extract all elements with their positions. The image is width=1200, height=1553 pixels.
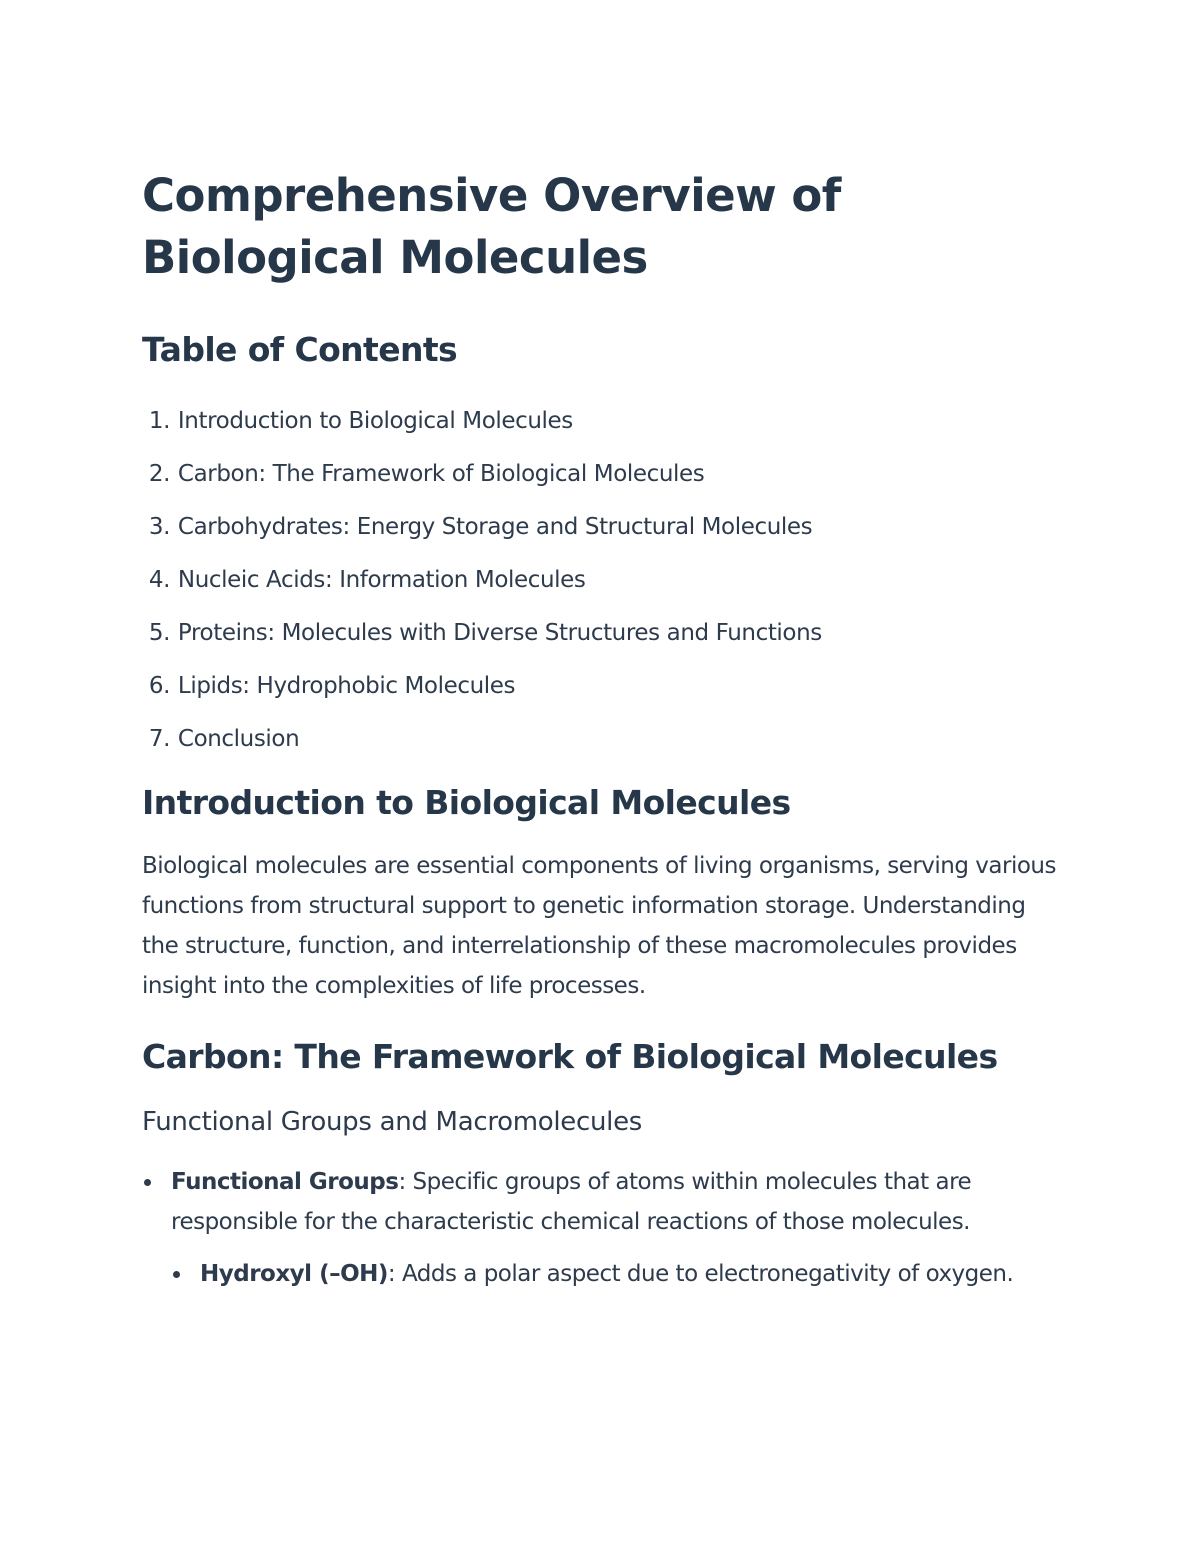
toc-item-label: Carbon: The Framework of Biological Molecules bbox=[177, 461, 705, 487]
toc-item-number: 5. bbox=[148, 620, 170, 646]
toc-item bbox=[142, 395, 1062, 448]
document-title: Comprehensive Overview of Biological Molecules bbox=[142, 169, 841, 284]
toc-item-label: Proteins: Molecules with Diverse Structures and Functions bbox=[177, 620, 822, 646]
toc-item-label: Conclusion bbox=[177, 726, 300, 752]
carbon-heading: Carbon: The Framework of Biological Molecules bbox=[142, 1037, 998, 1076]
toc-item bbox=[142, 713, 1062, 766]
toc-item bbox=[142, 448, 1062, 501]
table-of-contents bbox=[142, 395, 1062, 766]
bullet-text: : Adds a polar aspect due to electronegativity of oxygen. bbox=[387, 1261, 1014, 1287]
nested-bullet-item bbox=[171, 1254, 1062, 1294]
document-page bbox=[142, 165, 1062, 1294]
bullet-list bbox=[142, 1162, 1062, 1294]
bullet-dot-icon bbox=[173, 1271, 180, 1278]
toc-item-label: Carbohydrates: Energy Storage and Structural Molecules bbox=[177, 514, 813, 540]
bullet-item bbox=[142, 1162, 1062, 1294]
toc-item-label: Lipids: Hydrophobic Molecules bbox=[177, 673, 516, 699]
toc-item-number: 2. bbox=[148, 461, 170, 487]
bullet-text: : Specific groups of atoms within molecules that are responsible for the characteristic chemical reactions of those molecules. bbox=[171, 1169, 972, 1235]
toc-item bbox=[142, 660, 1062, 713]
toc-item-number: 1. bbox=[148, 408, 170, 434]
toc-item-number: 4. bbox=[148, 567, 170, 593]
intro-paragraph: Biological molecules are essential components of living organisms, serving various functions from structural support to genetic information storage. Understanding the structure, function, and interrelationship of these macromolecules provides insight into the complexities of life processes. bbox=[142, 853, 1056, 999]
bullet-dot-icon bbox=[144, 1179, 151, 1186]
toc-item bbox=[142, 554, 1062, 607]
toc-heading: Table of Contents bbox=[142, 330, 458, 369]
intro-heading: Introduction to Biological Molecules bbox=[142, 783, 791, 822]
functional-groups-subheading: Functional Groups and Macromolecules bbox=[142, 1107, 643, 1137]
toc-item-label: Nucleic Acids: Information Molecules bbox=[177, 567, 586, 593]
bullet-term: Hydroxyl (–OH) bbox=[200, 1261, 388, 1287]
toc-item-label: Introduction to Biological Molecules bbox=[177, 408, 573, 434]
toc-item bbox=[142, 501, 1062, 554]
toc-item-number: 7. bbox=[148, 726, 170, 752]
toc-item-number: 3. bbox=[148, 514, 170, 540]
toc-item-number: 6. bbox=[148, 673, 170, 699]
bullet-term: Functional Groups bbox=[171, 1169, 399, 1195]
toc-item bbox=[142, 607, 1062, 660]
nested-bullet-list bbox=[171, 1254, 1062, 1294]
